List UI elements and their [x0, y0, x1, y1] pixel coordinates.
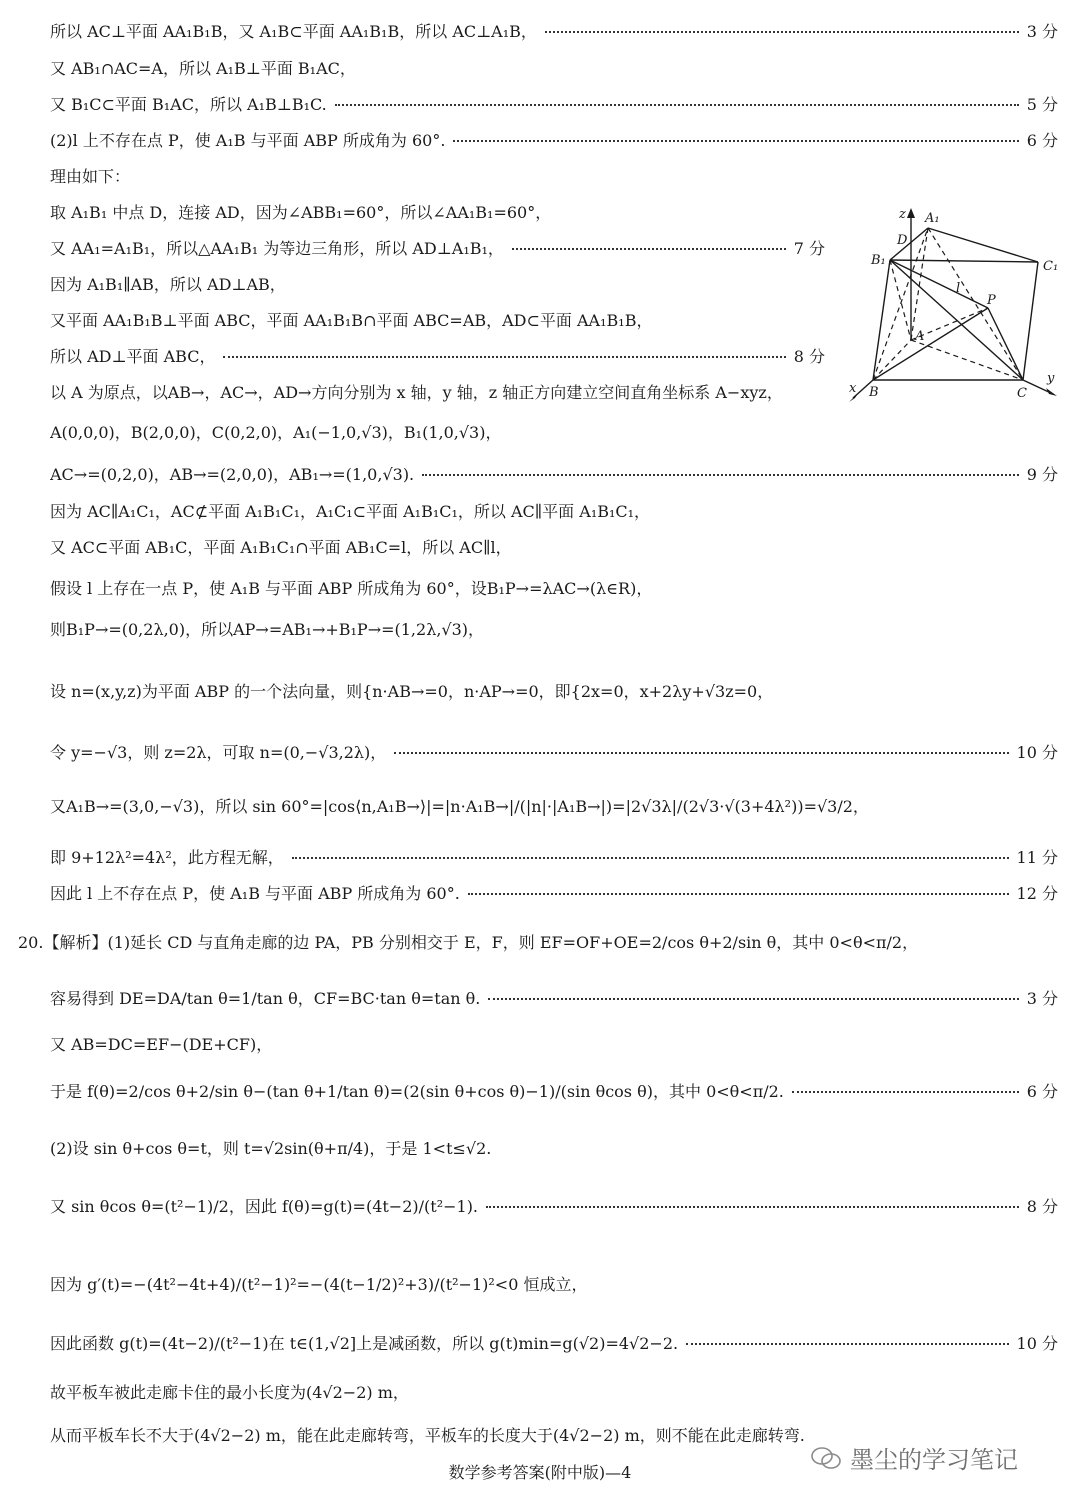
solution-line [50, 1190, 1058, 1220]
solution-line [50, 160, 1058, 190]
line-text: 20.【解析】(1)延长 CD 与直角走廊的边 PA，PB 分别相交于 E，F，则 EF=OF+OE=2/cos θ+2/sin θ，其中 0<θ<π/2， [18, 932, 919, 952]
score-label: 3 分 [1026, 988, 1058, 1008]
solution-line [50, 232, 825, 262]
solution-line [50, 495, 1058, 525]
leader-dots [394, 752, 1008, 754]
z-axis-arrow [907, 208, 915, 218]
solution-line [50, 376, 825, 406]
line-text: 令 y=−√3，则 z=2λ，可取 n=(0,−√3,2λ)， [50, 742, 387, 762]
line-text: 又 AB=DC=EF−(DE+CF)， [50, 1034, 273, 1054]
label-d: D [897, 233, 908, 248]
edge-b1-a [890, 260, 911, 340]
line-text: 于是 f(θ)=2/cos θ+2/sin θ−(tan θ+1/tan θ)=(2(sin θ+cos θ)−1)/(sin θcos θ)，其中 0<θ<π/2. [50, 1081, 784, 1101]
line-text: 容易得到 DE=DA/tan θ=1/tan θ，CF=BC·tan θ=tan θ. [50, 988, 481, 1008]
solution-line [50, 88, 1058, 118]
line-text: A(0,0,0)，B(2,0,0)，C(0,2,0)，A₁(−1,0,√3)，B₁(1,0,√3)， [50, 422, 502, 442]
label-c1: C₁ [1043, 259, 1059, 274]
line-text: 又 B₁C⊂平面 B₁AC，所以 A₁B⊥B₁C. [50, 94, 327, 114]
line-text: 取 A₁B₁ 中点 D，连接 AD，因为∠ABB₁=60°，所以∠AA₁B₁=60°， [50, 202, 552, 222]
line-text: 设 n=(x,y,z)为平面 ABP 的一个法向量，则{n·AB→=0，n·AP→=0，即{2x=0，x+2λy+√3z=0， [50, 681, 774, 701]
leader-dots [488, 998, 1018, 1000]
label-x: x [849, 381, 857, 396]
leader-dots [223, 356, 785, 358]
line-text: AC→=(0,2,0)，AB→=(2,0,0)，AB₁→=(1,0,√3). [50, 464, 415, 484]
leader-dots [512, 248, 786, 250]
solution-line [50, 340, 825, 370]
edge-a1-c [928, 228, 1023, 380]
score-label: 6 分 [1026, 130, 1058, 150]
leader-dots [422, 474, 1019, 476]
line-text: 所以 AC⊥平面 AA₁B₁B，又 A₁B⊂平面 AA₁B₁B，所以 AC⊥A₁B， [50, 21, 537, 41]
score-label: 10 分 [1016, 742, 1058, 762]
solution-line [50, 1327, 1058, 1357]
line-text: 理由如下： [50, 166, 131, 186]
solution-line [50, 790, 1058, 820]
label-a1: A₁ [925, 211, 940, 226]
leader-dots [686, 1343, 1008, 1345]
leader-dots [292, 857, 1009, 859]
score-label: 8 分 [1026, 1196, 1058, 1216]
solution-line [50, 1132, 1058, 1162]
prism-figure [843, 200, 1063, 410]
line-text: 又 AB₁∩AC=A，所以 A₁B⊥平面 B₁AC， [50, 58, 356, 78]
line-text: (2)l 上不存在点 P，使 A₁B 与平面 ABP 所成角为 60°. [50, 130, 446, 150]
line-text: 以 A 为原点，以AB→，AC→，AD→方向分别为 x 轴，y 轴，z 轴正方向建立空间直角坐标系 A−xyz， [50, 382, 783, 402]
line-text: 因此 l 上不存在点 P，使 A₁B 与平面 ABP 所成角为 60°. [50, 883, 460, 903]
score-label: 11 分 [1016, 847, 1058, 867]
solution-line [50, 531, 1058, 561]
label-l: l [956, 281, 961, 296]
solution-line [50, 877, 1058, 907]
solution-line [50, 675, 1058, 705]
edge-b-p [873, 308, 988, 380]
watermark-text: 墨尘的学习笔记 [850, 1446, 1018, 1474]
leader-dots [486, 1206, 1019, 1208]
edge-a1-c1 [928, 228, 1038, 262]
leader-dots [468, 893, 1009, 895]
score-label: 5 分 [1026, 94, 1058, 114]
line-text: 又平面 AA₁B₁B⊥平面 ABC，平面 AA₁B₁B∩平面 ABC=AB，AD⊂平面 AA₁B₁B， [50, 310, 653, 330]
score-label: 12 分 [1016, 883, 1058, 903]
solution-line [50, 736, 1058, 766]
solution-line [50, 196, 825, 226]
label-a: A [915, 329, 925, 344]
label-b1: B₁ [871, 253, 886, 268]
edge-c1-c [1023, 262, 1038, 380]
solution-line [18, 926, 1058, 956]
solution-line [50, 15, 1058, 45]
line-text: 因此函数 g(t)=(4t−2)/(t²−1)在 t∈(1,√2]上是减函数，所以 g(t)min=g(√2)=4√2−2. [50, 1333, 679, 1353]
solution-line [50, 1268, 1058, 1298]
edge-p-c [988, 308, 1023, 380]
score-label: 10 分 [1016, 1333, 1058, 1353]
solution-line [50, 304, 825, 334]
line-text: (2)设 sin θ+cos θ=t，则 t=√2sin(θ+π/4)，于是 1<t≤√2. [50, 1138, 492, 1158]
solution-line [50, 1028, 1058, 1058]
label-y: y [1047, 371, 1055, 386]
line-text: 假设 l 上存在一点 P，使 A₁B 与平面 ABP 所成角为 60°，设B₁P→=λAC→(λ∈R)， [50, 578, 653, 598]
line-text: 又 AC⊂平面 AB₁C，平面 A₁B₁C₁∩平面 AB₁C=l，所以 AC∥l， [50, 537, 512, 557]
label-p: P [987, 293, 996, 308]
line-text: 从而平板车长不大于(4√2−2) m，能在此走廊转弯，平板车的长度大于(4√2−2) m，则不能在此走廊转弯. [50, 1425, 805, 1445]
edge-a1-a [911, 228, 928, 340]
leader-dots [545, 31, 1019, 33]
solution-line [50, 416, 1058, 446]
solution-line [50, 841, 1058, 871]
line-text: 故平板车被此走廊卡住的最小长度为(4√2−2) m， [50, 1382, 409, 1402]
line-text: 又 sin θcos θ=(t²−1)/2，因此 f(θ)=g(t)=(4t−2)/(t²−1). [50, 1196, 479, 1216]
page-footer: 数学参考答案(附中版)—4 [448, 1463, 632, 1482]
line-text: 又A₁B→=(3,0,−√3)，所以 sin 60°=|cos⟨n,A₁B→⟩|=|n·A₁B→|/(|n|·|A₁B→|)=|2√3λ|/(2√3·√(3+4λ²))=√3/2， [50, 796, 869, 816]
leader-dots [792, 1091, 1019, 1093]
solution-line [50, 268, 825, 298]
solution-line [50, 1376, 1058, 1406]
edge-b1-b [873, 260, 890, 380]
line-text: 又 AA₁=A₁B₁，所以△AA₁B₁ 为等边三角形，所以 AD⊥A₁B₁， [50, 238, 504, 258]
solution-line [50, 613, 1058, 643]
solution-line [50, 1075, 1058, 1105]
label-c: C [1017, 386, 1027, 401]
solution-line [50, 982, 1058, 1012]
score-label: 7 分 [793, 238, 825, 258]
edge-b1-c1 [890, 260, 1038, 262]
solution-line [50, 572, 1058, 602]
line-text: 所以 AD⊥平面 ABC， [50, 346, 216, 366]
solution-line [50, 458, 1058, 488]
leader-dots [335, 104, 1019, 106]
solution-line [50, 124, 1058, 154]
line-text: 因为 A₁B₁∥AB，所以 AD⊥AB， [50, 274, 286, 294]
score-label: 8 分 [793, 346, 825, 366]
score-label: 6 分 [1026, 1081, 1058, 1101]
line-text: 因为 g′(t)=−(4t²−4t+4)/(t²−1)²=−(4(t−1/2)²+3)/(t²−1)²<0 恒成立， [50, 1274, 588, 1294]
line-text: 因为 AC∥A₁C₁，AC⊄平面 A₁B₁C₁，A₁C₁⊂平面 A₁B₁C₁，所以 AC∥平面 A₁B₁C₁， [50, 501, 651, 521]
line-text: 即 9+12λ²=4λ²，此方程无解， [50, 847, 284, 867]
score-label: 3 分 [1026, 21, 1058, 41]
score-label: 9 分 [1026, 464, 1058, 484]
solution-line [50, 52, 1058, 82]
leader-dots [453, 140, 1018, 142]
label-b: B [869, 385, 879, 400]
label-z: z [899, 207, 906, 222]
line-text: 则B₁P→=(0,2λ,0)，所以AP→=AB₁→+B₁P→=(1,2λ,√3)， [50, 619, 485, 639]
